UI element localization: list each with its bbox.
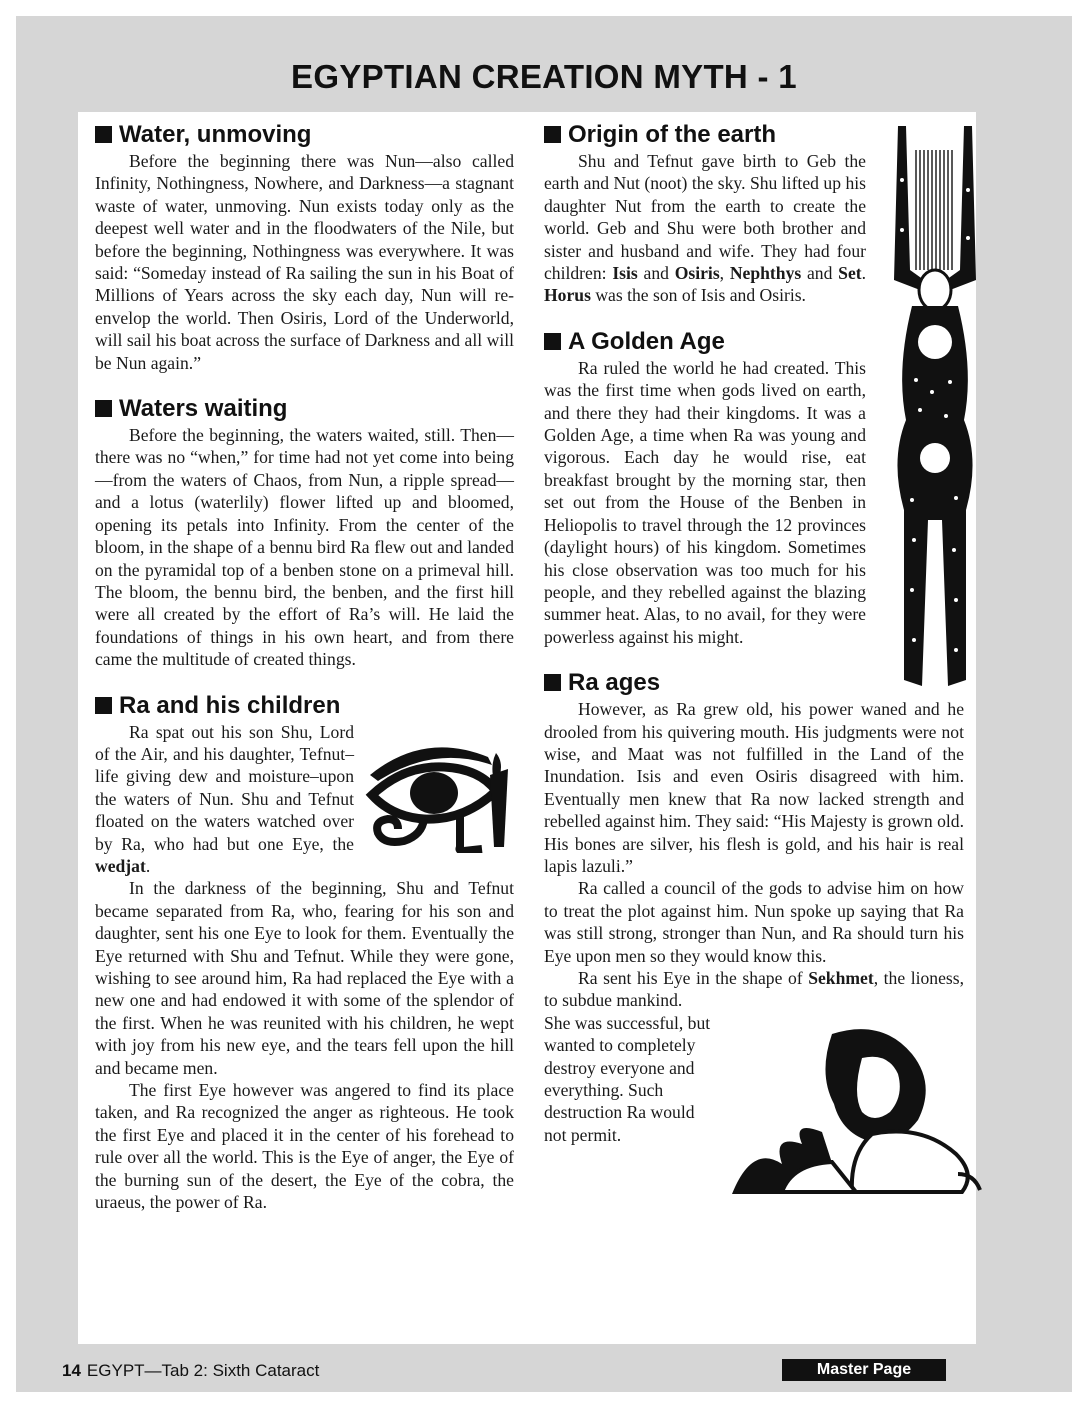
nut-goddess-figure-icon: [876, 120, 994, 690]
paragraph: In the darkness of the beginning, Shu and Tefnut became separated from Ra, who, fearing for his son and daughter, sent his one Eye to look for them. Eventually the Eye returned with Shu and Tefnut. While they were gone, wishing to see around him, Ra had replaced the Eye with a new one and had endowed it with some of the splendor of the first. When he was reunited with his children, he wept with joy from his new eye, and the tears fell upon the hill and became men.: [95, 878, 514, 1078]
section-heading: Ra ages: [544, 668, 964, 698]
eye-of-horus-icon: [364, 735, 514, 853]
left-column: [95, 120, 514, 1233]
paragraph: Ra spat out his son Shu, Lord of the Air, and his daughter, Tefnut–life giving dew and moisture–upon the waters of Nun. Shu and Tefnut floated on the waters watched over by Ra, who had but one Eye, the wedjat.: [95, 721, 354, 876]
square-bullet-icon: [544, 126, 561, 143]
square-bullet-icon: [95, 400, 112, 417]
paragraph: Ra called a council of the gods to advise him on how to treat the plot against him. Nun spoke up saying that Ra was still strong, stronger than Nun, and Ra should turn his Eye upon men so they would know this.: [544, 878, 964, 966]
right-column: [544, 120, 964, 1194]
section-heading: Ra and his children: [95, 691, 514, 721]
section-heading: Water, unmoving: [95, 120, 514, 150]
section-heading: Waters waiting: [95, 394, 514, 424]
square-bullet-icon: [544, 674, 561, 691]
section-heading: A Golden Age: [544, 327, 964, 357]
paragraph: The first Eye however was angered to find its place taken, and Ra recognized the anger as righteous. He took the first Eye and placed it in the center of his forehead to rule over all the world. This is the Eye of anger, the Eye of the burning sun of the desert, the Eye of the cobra, the uraeus, the power of Ra.: [95, 1080, 514, 1213]
section-heading: Origin of the earth: [544, 120, 964, 150]
paragraph: Before the beginning, the waters waited, still. Then—there was no “when,” for time had not yet come into being—from the waters of Chaos, from Nun, a ripple spread—and a lotus (waterlily) flower lifted up and bloomed, opening its petals into Infinity. From the center of the bloom, in the shape of a bennu bird Ra flew out and landed on the pyramidal top of a benben stone on a primeval hill. The bloom, the bennu bird, the benben, and the first hill were all created by the effort of Ra’s will. He laid the foundations of things in his own heart, and from there came the multitude of created things.: [95, 425, 514, 670]
square-bullet-icon: [544, 333, 561, 350]
paragraph: Ra sent his Eye in the shape of Sekhmet, the lioness, to subdue mankind.: [544, 968, 964, 1011]
paragraph: Before the beginning there was Nun—also called Infinity, Nothingness, Nowhere, and Darkness—a stagnant waste of water, unmoving. Nun exists today only as the deepest well water and in the floodwaters of the Nile, but before the beginning, Nothingness was everywhere. It was said: “Someday instead of Ra sailing the sun in his Boat of Millions of Years across the sky each day, Nun will re-envelop the world. Then Osiris, Lord of the Underworld, will sail his boat across the surface of Darkness and all will be Nun again.”: [95, 151, 514, 373]
footer-source: EGYPT—Tab 2: Sixth Cataract: [86, 1361, 320, 1380]
square-bullet-icon: [95, 697, 112, 714]
paragraph: However, as Ra grew old, his power waned and he drooled from his quivering mouth. His judgments were not wise, and Maat was not fulfilled in the Land of the Inundation. Isis and even Osiris disagreed with him. Eventually men knew that Ra now lacked strength and rebelled against him. They said: “His Majesty is grown old. His bones are silver, his flesh is gold, and his hair is real lapis lazuli.”: [544, 699, 964, 876]
page-title: EGYPTIAN CREATION MYTH - 1: [291, 58, 797, 95]
square-bullet-icon: [95, 126, 112, 143]
paragraph: Ra ruled the world he had created. This was the first time when gods lived on earth, and there they had their kingdoms. It was a Golden Age, a time when Ra was young and vigorous. Each day he would rise, eat breakfast brought by the morning star, then set out from the House of the Benben in Heliopolis to travel through the 12 provinces (daylight hours) of his kingdom. Sometimes his close observation was too much for his people, and they rebelled against the blazing summer heat. Alas, to no avail, for they were powerless against his might.: [544, 357, 866, 647]
paragraph: Shu and Tefnut gave birth to Geb the earth and Nut (noot) the sky. Shu lifted up his daughter Nut from the earth to create the world. Geb and Shu were both brother and sister and husband and wife. They had four children: Isis and Osiris, Nephthys and Set. Horus was the son of Isis and Osiris.: [544, 151, 867, 306]
lion-sekhmet-icon: [722, 1024, 984, 1194]
page-frame: [16, 16, 1072, 1392]
page-footer: [62, 1361, 319, 1381]
master-page-badge: Master Page: [782, 1359, 946, 1381]
section-ra-children: [95, 691, 514, 1214]
paragraph: She was successful, but wanted to completely destroy everyone and everything. Such destruction Ra would not permit.: [544, 1012, 711, 1145]
section-waters-waiting: [95, 394, 514, 670]
page-number: 14: [62, 1361, 81, 1380]
section-ra-ages: [544, 668, 964, 1146]
content-panel: [78, 112, 976, 1344]
section-water-unmoving: [95, 120, 514, 374]
